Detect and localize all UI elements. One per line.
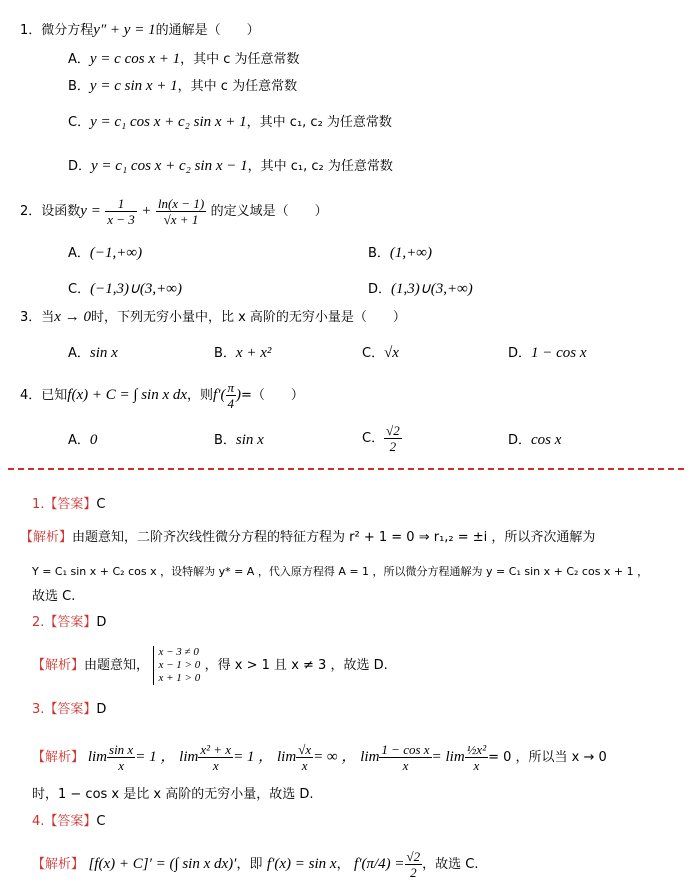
q2-stem: 2．设函数y = $\frac{1}{x - 3}$ + $\frac{\ln(x - 1)}{√x + 1}$ 的定义域是（ ） xyxy=(20,195,328,227)
q2-option-a: A．(−1,+∞) xyxy=(68,245,143,261)
q2-option-c: C．(−1,3)∪(3,+∞) xyxy=(68,281,182,297)
q1-option-c: C．y = c₁ cos x + c₂ sin x + 1，其中 c₁, c₂ 为任意常数 xyxy=(68,114,392,130)
q3-option-c: C．√x xyxy=(362,345,399,361)
analysis-2-system: x − 3 ≠ 0 x − 1 > 0 x + 1 > 0 xyxy=(153,646,200,685)
q3-option-a: A．sin x xyxy=(68,345,118,361)
q2-frac2: $\frac{\ln(x - 1)}{√x + 1}$ xyxy=(157,195,205,227)
analysis-1-line2: Y = C₁ sin x + C₂ cos x ，设特解为 y* = A ，代入原方程得 A = 1 ，所以微分方程通解为 y = C₁ sin x + C₂ cos x + 1 ， xyxy=(32,565,649,578)
q1-option-a: A．y = c cos x + 1，其中 c 为任意常数 xyxy=(68,51,300,67)
q4-option-c: C． $\frac{√2}{2}$ xyxy=(362,422,400,454)
q2-frac1: $\frac{1}{x - 3}$ xyxy=(107,195,135,227)
q3-stem: 3．当x → 0时，下列无穷小量中，比 x 高阶的无穷小量是（ ） xyxy=(20,309,406,325)
analysis-3-line2: 时，1 − cos x 是比 x 高阶的无穷小量，故选 D. xyxy=(32,787,314,802)
answer-3: 3.【答案】D xyxy=(32,702,107,717)
analysis-4: 【解析】 [f(x) + C]′ = (∫ sin x dx)′，即 f′(x) = sin x， f′(π/4) = $\frac{√2}{2}$ ，故选 C. xyxy=(32,848,479,880)
analysis-3-line1: 【解析】 lim $\frac{\text{sin x}}{x}$ = 1 ， lim $\frac{\text{x² + x}}{x}$ = 1 ， lim $\frac{√x}{x}$ = ∞ ， lim $\frac{\text{1 − cos x}}{x}$ = lim $\frac{\text{½x²}}{x}$ = 0 ，所以当 x → 0 xyxy=(32,742,607,773)
analysis-1-line3: 故选 C. xyxy=(32,589,76,604)
q4-option-d: D．cos x xyxy=(508,432,562,448)
section-divider xyxy=(8,468,684,470)
q3-option-d: D．1 − cos x xyxy=(508,345,587,361)
analysis-2: 【解析】由题意知， x − 3 ≠ 0 x − 1 > 0 x + 1 > 0 ，得 x > 1 且 x ≠ 3 ，故选 D. xyxy=(32,645,388,684)
q3-option-b: B．x + x² xyxy=(214,345,272,361)
answer-4: 4.【答案】C xyxy=(32,814,106,829)
q4-stem: 4．已知f(x) + C = ∫ sin x dx，则f′( $\frac{\pi}{4}$ )=（ ） xyxy=(20,379,304,411)
q2-option-d: D．(1,3)∪(3,+∞) xyxy=(368,281,473,297)
q1-stem: 1．微分方程y″ + y = 1的通解是（ ） xyxy=(20,22,260,38)
analysis-1-line1: 【解析】由题意知，二阶齐次线性微分方程的特征方程为 r² + 1 = 0 ⇒ r₁,₂ = ±i ，所以齐次通解为 xyxy=(20,530,596,545)
answer-1: 1.【答案】C xyxy=(32,497,106,512)
answer-2: 2.【答案】D xyxy=(32,615,107,630)
q2-option-b: B．(1,+∞) xyxy=(368,245,432,261)
q1-option-b: B．y = c sin x + 1，其中 c 为任意常数 xyxy=(68,78,298,94)
q4-option-a: A．0 xyxy=(68,432,98,448)
q1-option-d: D．y = c₁ cos x + c₂ sin x − 1，其中 c₁, c₂ 为任意常数 xyxy=(68,158,393,174)
q4-option-b: B．sin x xyxy=(214,432,264,448)
